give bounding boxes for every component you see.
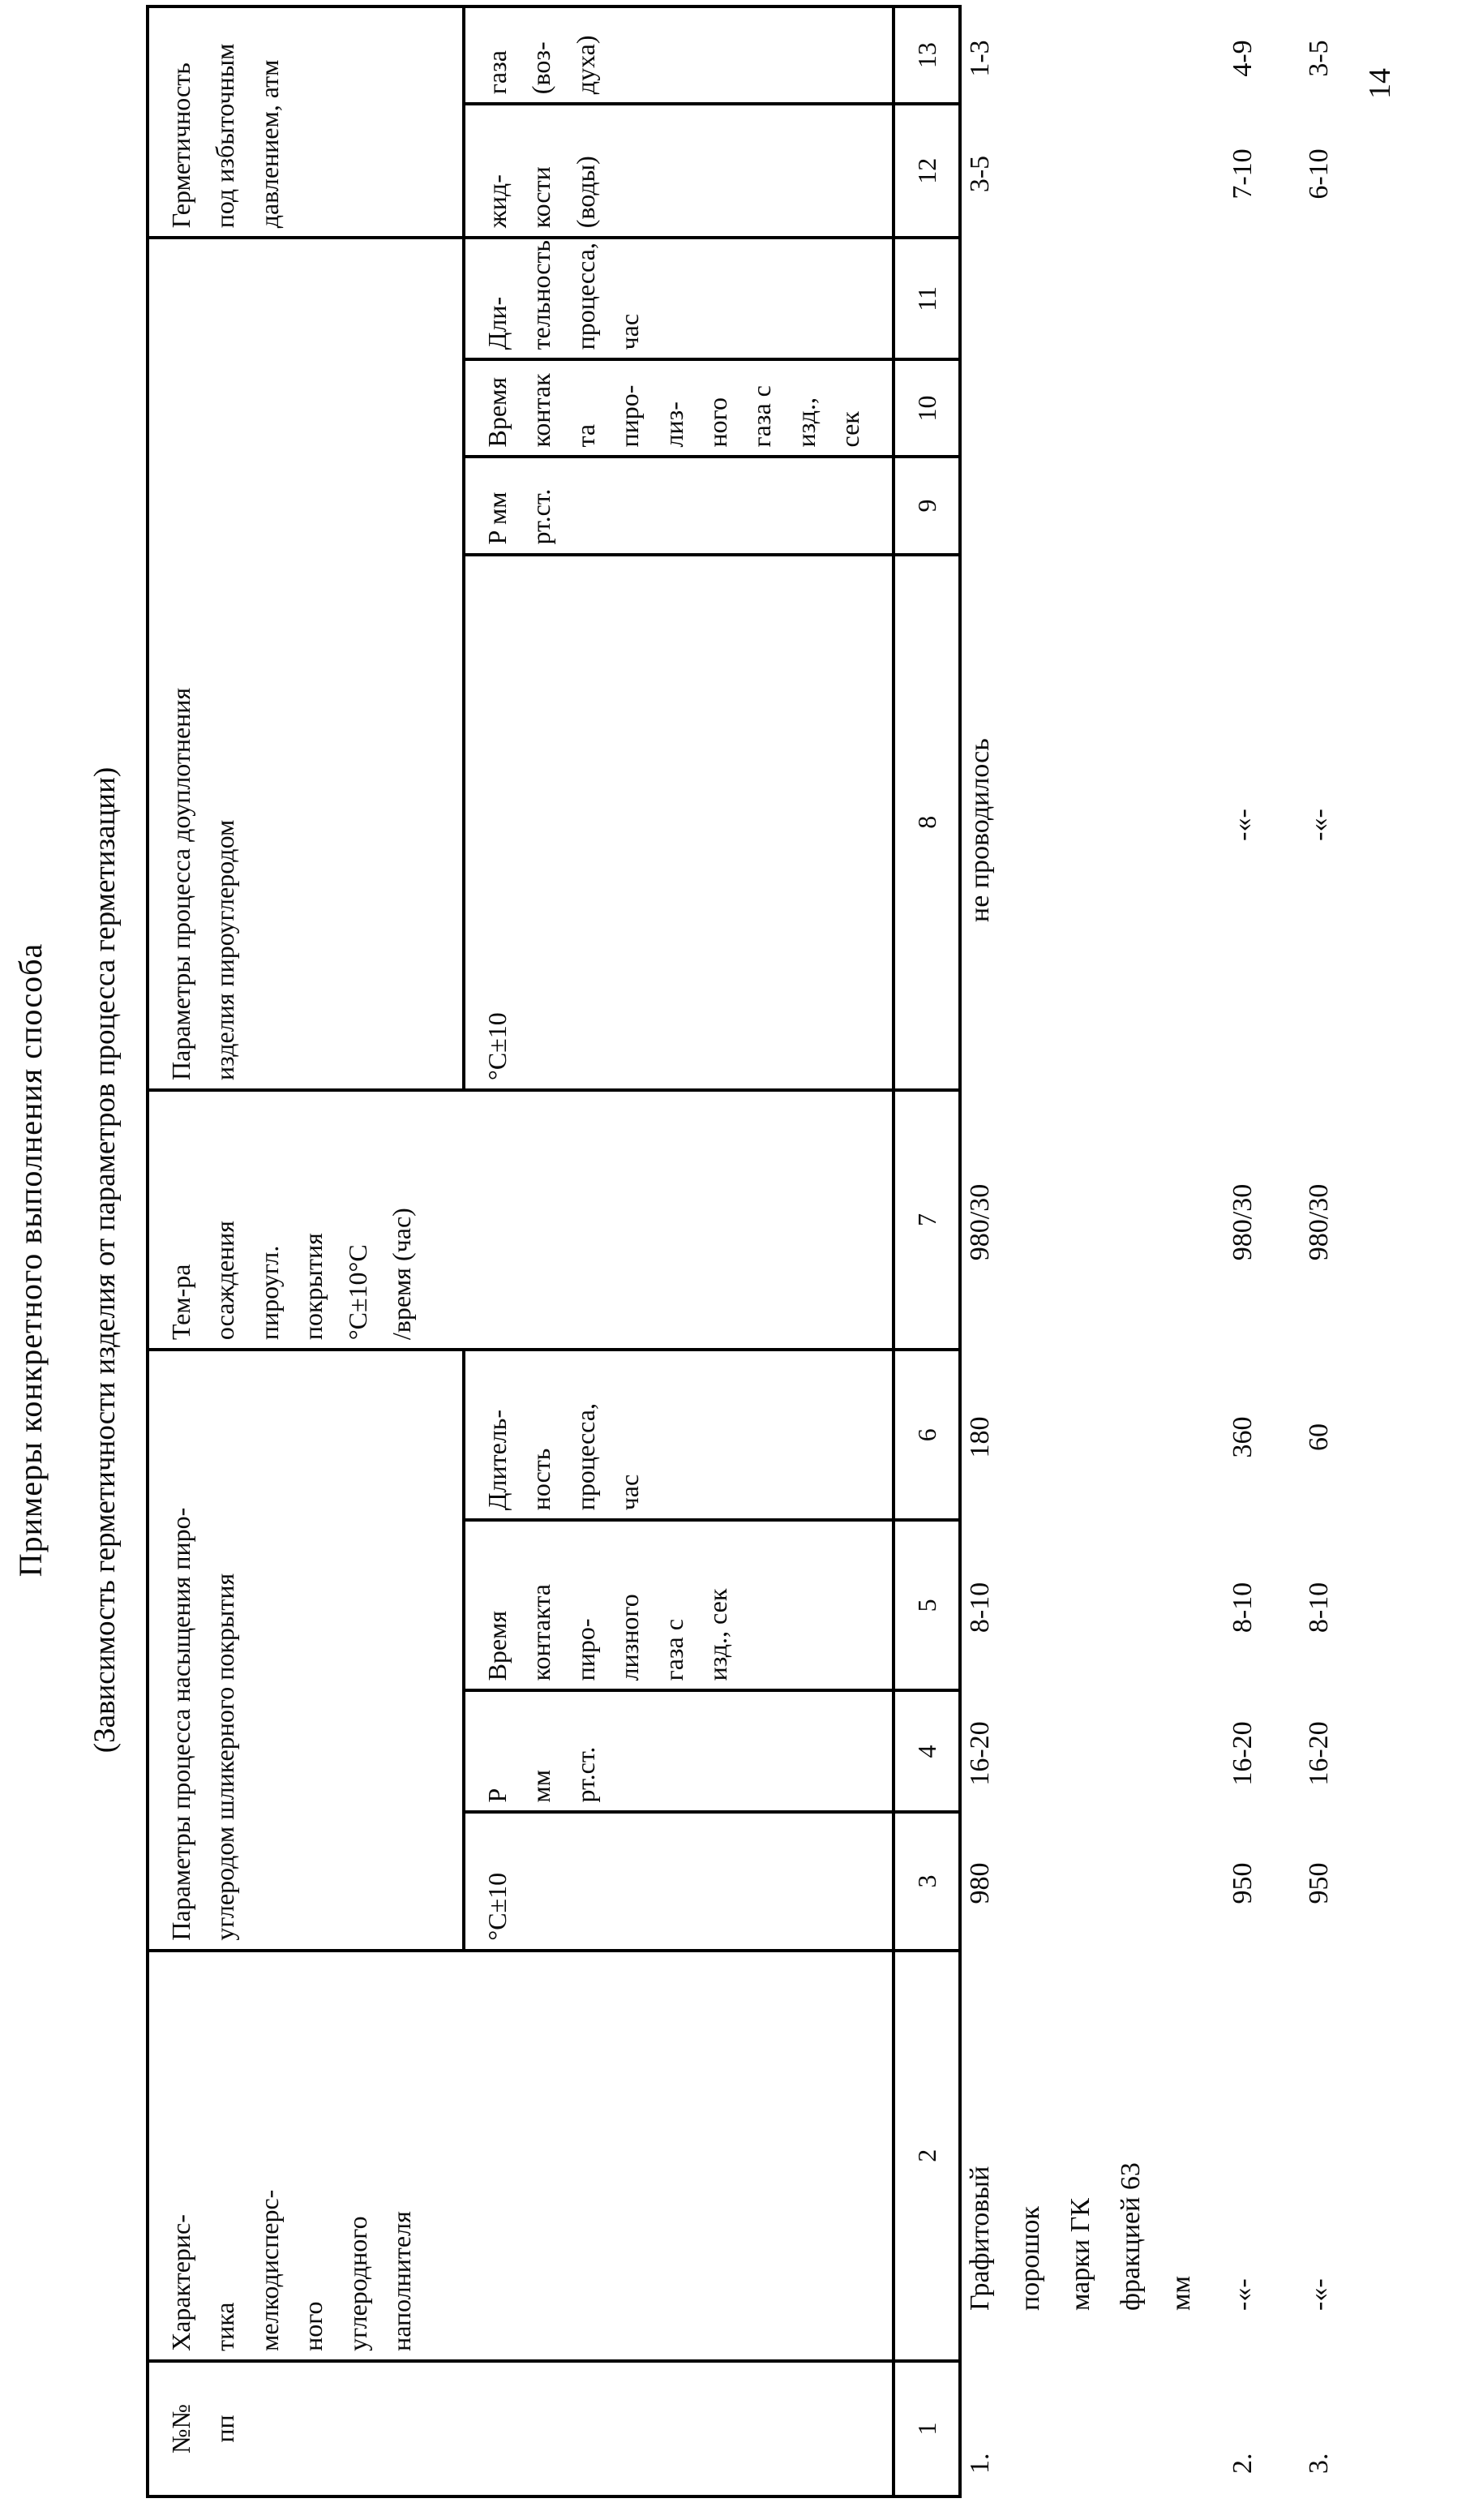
value-col3: 950 bbox=[1304, 1862, 1334, 1904]
value-col6: 180 bbox=[965, 1416, 995, 1458]
parameters-table bbox=[146, 5, 962, 2498]
row-index: 1. bbox=[965, 2453, 995, 2474]
subheader-col11-duration: Дли- тельность процесса, час bbox=[464, 238, 894, 359]
filler-ditto: -«- bbox=[1228, 2278, 1258, 2311]
column-number-13: 13 bbox=[894, 6, 960, 104]
row-index: 2. bbox=[1228, 2453, 1258, 2474]
value-col3: 980 bbox=[965, 1862, 995, 1904]
subheader-col6-duration: Длитель- ность процесса, час bbox=[464, 1350, 894, 1520]
subheader-col4-pressure: P мм рт.ст. bbox=[464, 1690, 894, 1812]
table-row bbox=[955, 5, 1207, 2498]
column-number-6: 6 bbox=[894, 1350, 960, 1520]
value-col5: 8-10 bbox=[965, 1582, 995, 1633]
page-number: 14 bbox=[1363, 68, 1397, 99]
column-number-5: 5 bbox=[894, 1520, 960, 1690]
subheader-col13-gas: газа (воз- духа) bbox=[464, 6, 894, 104]
column-number-2: 2 bbox=[894, 1951, 960, 2361]
header-deposition-temperature: Тем-ра осаждения пироугл. покрытия °C±10°C /время (час) bbox=[148, 1090, 894, 1350]
value-col12: 6-10 bbox=[1304, 148, 1334, 200]
column-number-3: 3 bbox=[894, 1813, 960, 1951]
table-row bbox=[1294, 5, 1344, 2498]
column-number-4: 4 bbox=[894, 1690, 960, 1812]
value-col6: 60 bbox=[1304, 1423, 1334, 1451]
value-col8-note: не проводилось bbox=[965, 738, 995, 922]
header-densification-group: Параметры процесса доуплотнения изделия пироуглеродом bbox=[148, 238, 464, 1090]
value-col13: 3-5 bbox=[1304, 40, 1334, 77]
column-number-9: 9 bbox=[894, 457, 960, 554]
value-col5: 8-10 bbox=[1228, 1582, 1258, 1633]
column-number-10: 10 bbox=[894, 359, 960, 457]
table-row bbox=[1218, 5, 1268, 2498]
column-number-8: 8 bbox=[894, 555, 960, 1090]
value-col4: 16-20 bbox=[1228, 1721, 1258, 1786]
header-saturation-group: Параметры процесса насыщения пиро- углеродом шликерного покрытия bbox=[148, 1350, 464, 1950]
value-col6: 360 bbox=[1228, 1416, 1258, 1458]
value-col8-ditto: -«- bbox=[1304, 809, 1334, 841]
filler-description: Графитовый порошок марки ГК фракцией 63 мм bbox=[965, 2162, 1196, 2311]
column-number-1: 1 bbox=[894, 2361, 960, 2496]
column-number-row bbox=[894, 6, 960, 2496]
subheader-col12-liquid: жид- кости (воды) bbox=[464, 104, 894, 238]
column-number-7: 7 bbox=[894, 1090, 960, 1350]
value-col3: 950 bbox=[1228, 1862, 1258, 1904]
value-col7: 980/30 bbox=[965, 1183, 995, 1261]
subheader-col9-pressure: P мм рт.ст. bbox=[464, 457, 894, 554]
value-col12: 7-10 bbox=[1228, 148, 1258, 200]
value-col13: 1-3 bbox=[965, 40, 995, 77]
subheader-col5-contact-time: Время контакта пиро- лизного газа с изд., сек bbox=[464, 1520, 894, 1690]
group-header-row bbox=[148, 6, 464, 2496]
header-row-number: №№ пп bbox=[148, 2361, 894, 2496]
value-col13: 4-9 bbox=[1228, 40, 1258, 77]
page-title: Примеры конкретного выполнения способа bbox=[12, 942, 49, 1578]
value-col4: 16-20 bbox=[1304, 1721, 1334, 1786]
column-number-11: 11 bbox=[894, 238, 960, 359]
subheader-col10-contact-time: Время контак та пиро- лиз- ного газа с изд., сек bbox=[464, 359, 894, 457]
value-col8-ditto: -«- bbox=[1228, 809, 1258, 841]
value-col12: 3-5 bbox=[965, 155, 995, 193]
data-rows-area bbox=[955, 5, 1344, 2498]
subheader-col3-temperature: °C±10 bbox=[464, 1813, 894, 1951]
column-number-12: 12 bbox=[894, 104, 960, 238]
row-index: 3. bbox=[1304, 2453, 1334, 2474]
header-tightness-group: Герметичность под избыточным давлением, атм bbox=[148, 6, 464, 238]
value-col7: 980/30 bbox=[1304, 1183, 1334, 1261]
page-subtitle: (Зависимость герметичности изделия от параметров процесса герметизации) bbox=[88, 766, 122, 1754]
filler-ditto: -«- bbox=[1304, 2278, 1334, 2311]
subheader-col8-temperature: °C±10 bbox=[464, 555, 894, 1090]
value-col5: 8-10 bbox=[1304, 1582, 1334, 1633]
value-col7: 980/30 bbox=[1228, 1183, 1258, 1261]
header-filler-characteristic: Характерис- тика мелкодисперс- ного углеродного наполнителя bbox=[148, 1951, 894, 2361]
value-col4: 16-20 bbox=[965, 1721, 995, 1786]
